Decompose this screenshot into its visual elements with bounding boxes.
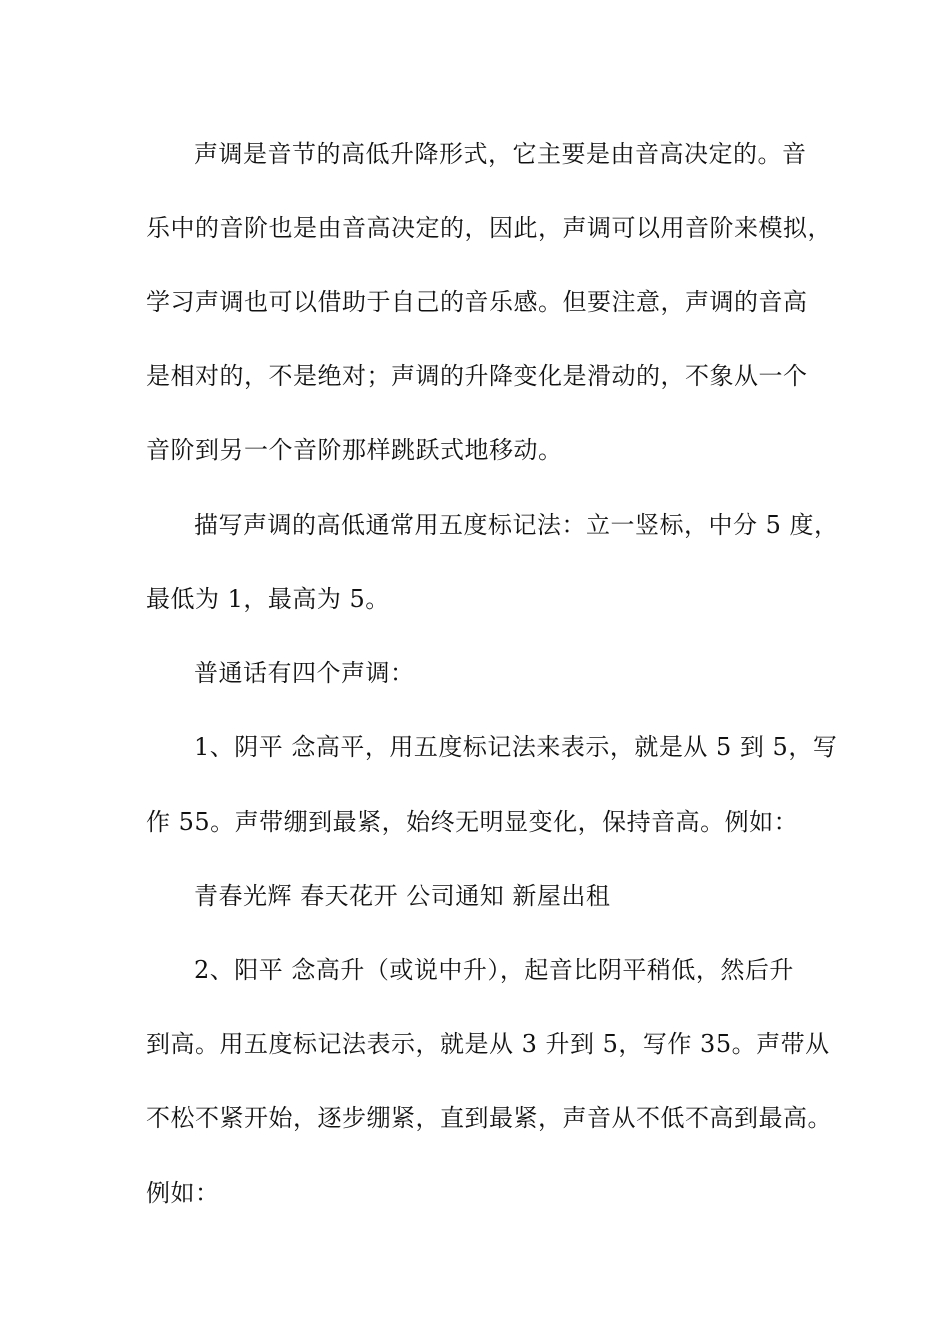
paragraph-line: 乐中的音阶也是由音高决定的，因此，声调可以用音阶来模拟， xyxy=(146,214,832,242)
paragraph-line: 普通话有四个声调： xyxy=(194,659,415,687)
list-item-line: 例如： xyxy=(146,1179,220,1207)
list-item-line: 作 55。声带绷到最紧，始终无明显变化，保持音高。例如： xyxy=(146,808,799,836)
paragraph-line: 学习声调也可以借助于自己的音乐感。但要注意，声调的音高 xyxy=(146,288,808,316)
paragraph-line: 是相对的，不是绝对；声调的升降变化是滑动的，不象从一个 xyxy=(146,362,808,390)
example-line: 青春光辉 春天花开 公司通知 新屋出租 xyxy=(194,882,611,910)
list-item-line: 不松不紧开始，逐步绷紧，直到最紧，声音从不低不高到最高。 xyxy=(146,1104,832,1132)
paragraph-line: 声调是音节的高低升降形式，它主要是由音高决定的。音 xyxy=(194,140,807,168)
paragraph-line: 音阶到另一个音阶那样跳跃式地移动。 xyxy=(146,436,563,464)
paragraph-line: 最低为 1，最高为 5。 xyxy=(146,585,390,613)
list-item-line: 1、阴平 念高平，用五度标记法来表示，就是从 5 到 5，写 xyxy=(194,733,838,761)
list-item-line: 到高。用五度标记法表示，就是从 3 升到 5，写作 35。声带从 xyxy=(146,1030,830,1058)
paragraph-line: 描写声调的高低通常用五度标记法：立一竖标，中分 5 度， xyxy=(194,511,839,539)
list-item-line: 2、阳平 念高升（或说中升），起音比阴平稍低，然后升 xyxy=(194,956,794,984)
